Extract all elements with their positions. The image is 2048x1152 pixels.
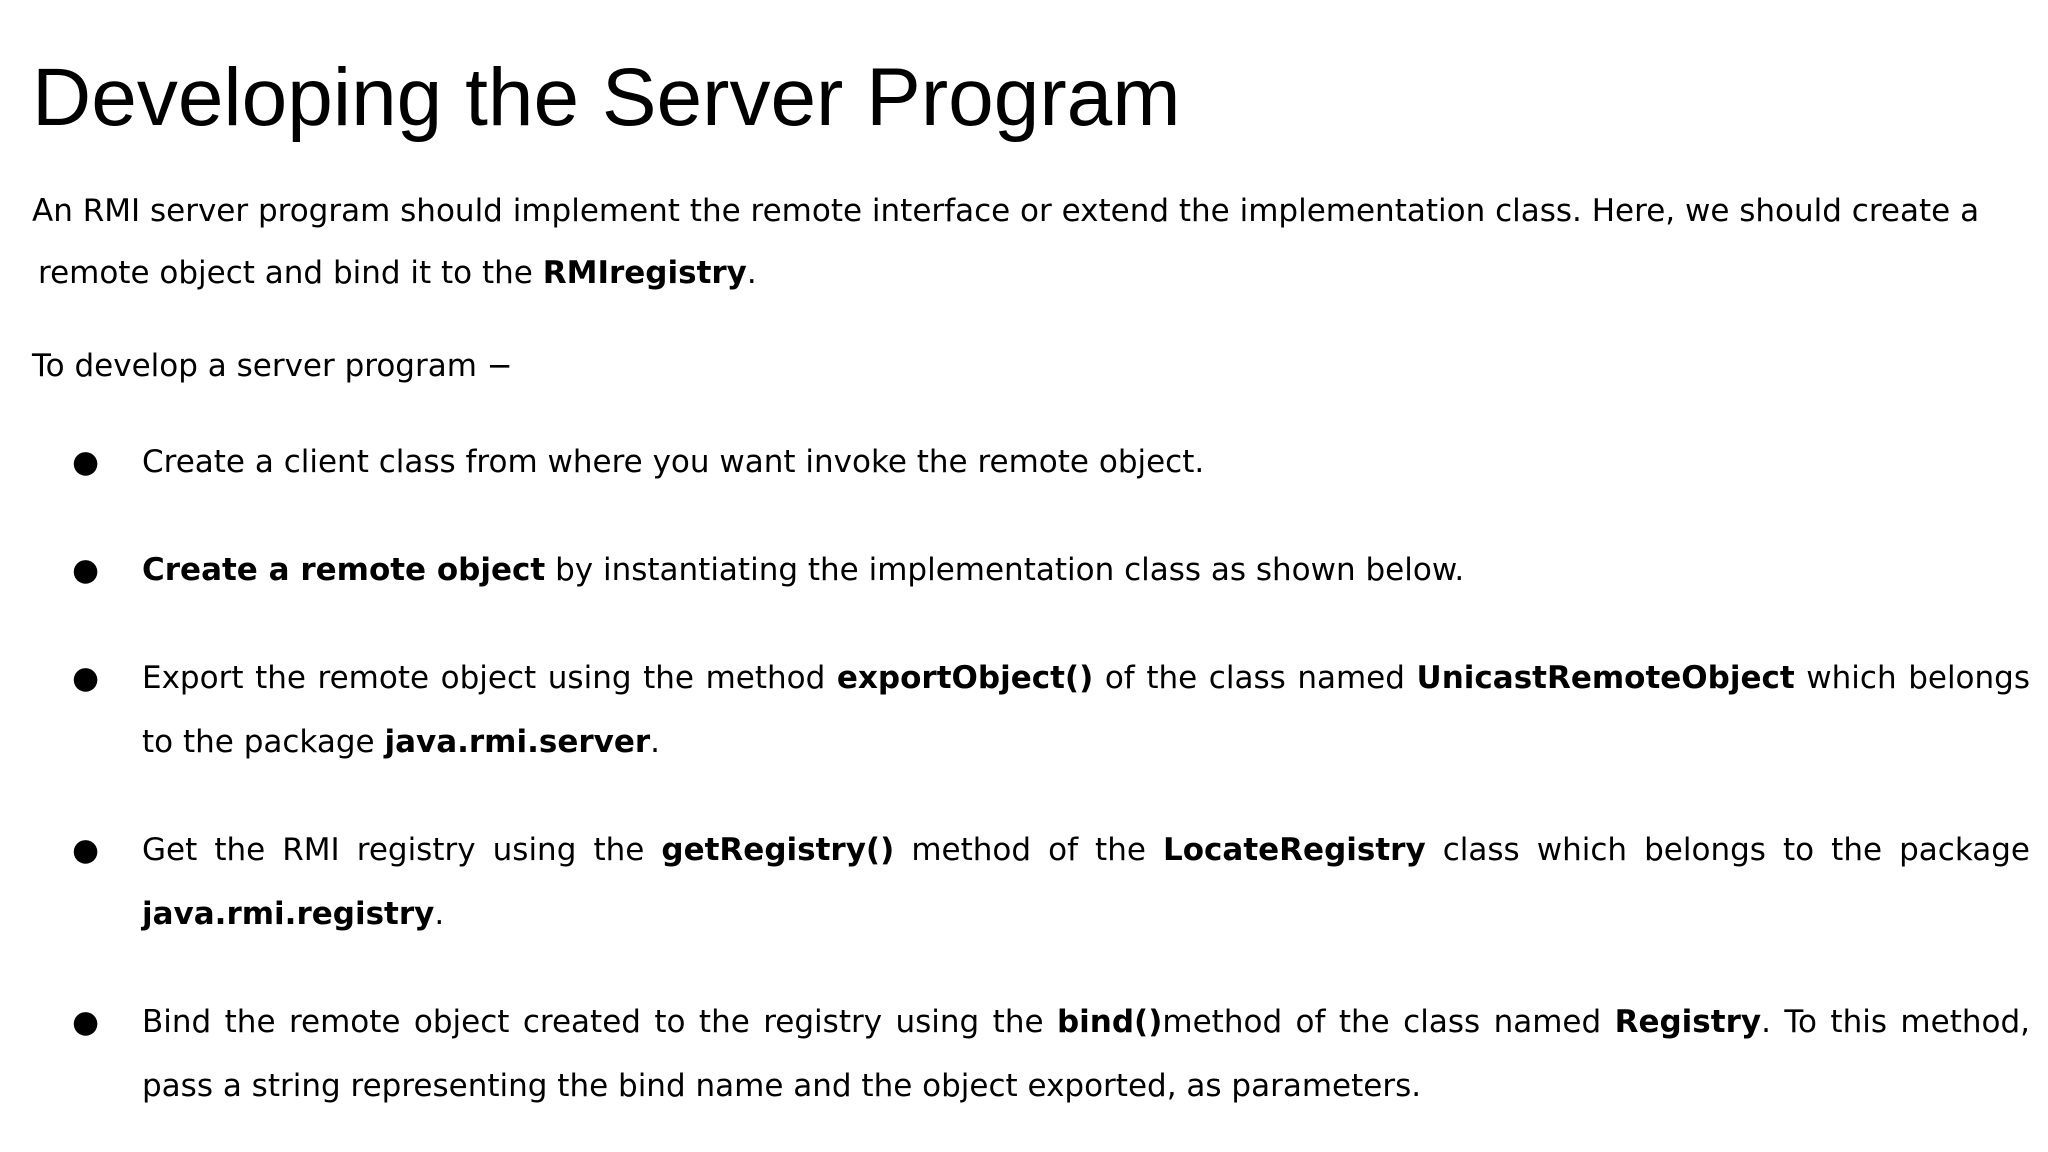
rmiregistry-term: RMIregistry [542, 255, 747, 291]
step-text [142, 990, 2030, 1118]
step-text [142, 430, 2030, 494]
step-text-run: . [434, 896, 445, 932]
step-text-run: . To this method, pass a string representing the bind name and the object exported, as parameters. [142, 1004, 2031, 1104]
step-term-bold: java.rmi.registry [142, 896, 435, 932]
step-term-bold: exportObject() [836, 660, 1094, 696]
bullet-icon: ● [72, 1004, 100, 1040]
intro-line-2 [32, 255, 757, 291]
page-title: Developing the Server Program [32, 52, 1181, 143]
step-text-run: Create a client class from where you want invoke the remote object. [142, 444, 1205, 480]
step-text-run: class which belongs to the package [1425, 832, 2030, 868]
step-text-run: Get the RMI registry using the [142, 832, 662, 868]
step-text-run: by instantiating the implementation class as shown below. [545, 552, 1465, 588]
step-term-bold: java.rmi.server [384, 724, 651, 760]
bullet-icon: ● [72, 832, 100, 868]
step-term-bold: LocateRegistry [1162, 832, 1426, 868]
step-text [142, 646, 2030, 774]
step-term-bold: bind() [1056, 1004, 1163, 1040]
lead-in-paragraph: To develop a server program − [32, 348, 513, 384]
step-text [142, 818, 2030, 946]
step-text-run: Export the remote object using the method [142, 660, 837, 696]
intro-line-1: An RMI server program should implement the remote interface or extend the implementation class. Here, we should create a [32, 193, 1980, 229]
step-term-bold: getRegistry() [661, 832, 895, 868]
intro-text: remote object and bind it to the [38, 255, 543, 291]
step-term-bold: UnicastRemoteObject [1416, 660, 1795, 696]
step-term-bold: Create a remote object [142, 552, 546, 588]
step-text-run: which belongs to the package [142, 660, 2031, 760]
step-text-run: method of the class named [1162, 1004, 1615, 1040]
bullet-icon: ● [72, 552, 100, 588]
intro-period: . [746, 255, 757, 291]
step-text-run: . [650, 724, 661, 760]
step-text-run: of the class named [1093, 660, 1417, 696]
step-term-bold: Registry [1614, 1004, 1762, 1040]
step-text-run: method of the [894, 832, 1163, 868]
step-text [142, 538, 2030, 602]
intro-paragraph [32, 180, 2028, 304]
bullet-icon: ● [72, 444, 100, 480]
step-text-run: Bind the remote object created to the registry using the [142, 1004, 1057, 1040]
bullet-icon: ● [72, 660, 100, 696]
